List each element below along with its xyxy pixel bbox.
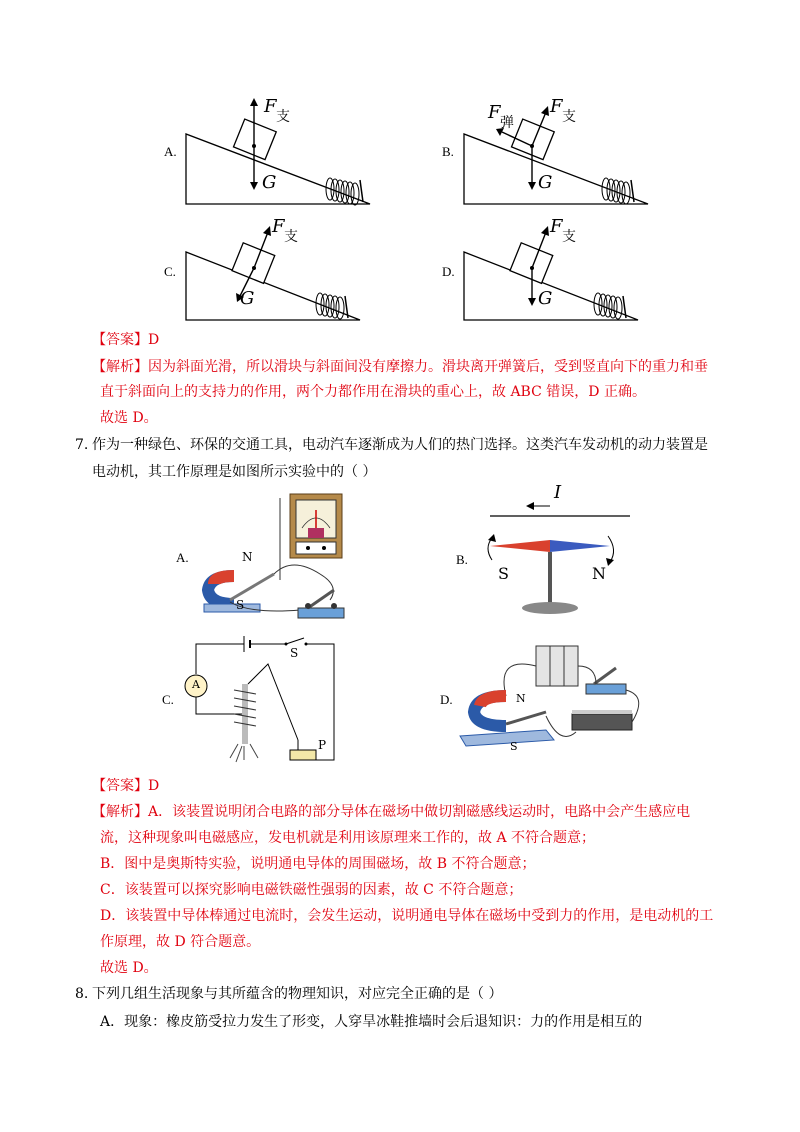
q6-analysis-line1 [92,357,708,377]
answer-tag: 【答案】 [92,778,148,794]
spring [326,178,363,205]
electromagnet-circuit [158,634,358,774]
q8-number: 8. [75,986,89,1002]
q8-stem: 下列几组生活现象与其所蕴含的物理知识，对应完全正确的是（ ） [92,986,503,1002]
q7-figure-c [158,634,358,774]
force-support-subscript: 支 [562,229,576,245]
q7-analysis-d2: 作原理，故 D 符合题意。 [100,934,261,950]
q6-figure-d [438,212,658,327]
incline-diagram [160,212,380,327]
analysis-tag: 【解析】 [92,804,148,820]
q6-analysis-line2: 直于斜面向上的支持力的作用，两个力都作用在滑块的重心上，故 ABC 错误，D 正确。 [100,384,646,400]
gravity-label: G [538,288,553,309]
answer-tag: 【答案】 [92,332,148,348]
slider-label: P [318,738,327,752]
option-label: D. [440,692,453,707]
q6-figure-c [160,212,380,327]
pole-s-label: S [236,598,245,612]
motor-principle-apparatus [436,636,656,776]
option-label: C. [164,264,176,279]
q7-analysis-a1 [92,802,690,822]
q6-conclusion: 故选 D。 [100,410,158,426]
option-label: B. [456,552,468,567]
option-label: C. [162,692,174,707]
q6-figure-b [438,92,658,212]
gravity-label: G [262,172,277,193]
pole-n-label: N [516,692,526,705]
current-label: I [554,482,562,503]
incline-diagram [438,212,658,327]
force-support-label: F [272,216,285,237]
q7-figure-b [450,480,650,630]
option-label: B. [442,144,454,159]
pole-s-label: S [510,740,518,753]
force-support-subscript: 支 [284,229,298,245]
pole-n-label: N [592,564,606,583]
gravity-label: G [538,172,553,193]
answer-value: D [148,778,160,794]
q7-analysis-c: C．该装置可以探究影响电磁铁磁性强弱的因素，故 C 不符合题意； [100,882,523,898]
q7-analysis-a2: 流，这种现象叫电磁感应，发电机就是利用该原理来工作的，故 A 不符合题意； [100,830,596,846]
force-support-subscript: 支 [276,109,290,125]
switch-label: S [290,646,299,660]
q7-figure-d [436,636,656,776]
incline-diagram [438,92,658,212]
q7-analysis-d1: D．该装置中导体棒通过电流时，会发生运动，说明通电导体在磁场中受到力的作用，是电动机的工 [100,908,714,924]
option-label: D. [442,264,455,279]
q7-answer [92,776,159,796]
q7-conclusion: 故选 D。 [100,960,158,976]
q6-answer [92,330,159,350]
analysis-text: 因为斜面光滑，所以滑块与斜面间没有摩擦力。滑块离开弹簧后，受到竖直向下的重力和垂 [148,359,708,375]
ammeter-label: A [192,678,200,691]
analysis-tag: 【解析】 [92,359,148,375]
spring [316,293,348,319]
answer-value: D [148,332,160,348]
spring [594,293,626,319]
electromagnetic-induction-apparatus [170,490,370,630]
analysis-text: A．该装置说明闭合电路的部分导体在磁场中做切割磁感线运动时，电路中会产生感应电 [148,804,691,820]
gravity-label: G [240,288,255,309]
q8-option-a: A．现象：橡皮筋受拉力发生了形变，人穿旱冰鞋推墙时会后退知识：力的作用是相互的 [100,1014,643,1030]
option-label: A. [164,144,177,159]
oersted-experiment [450,480,650,630]
force-support-subscript: 支 [562,109,576,125]
option-label: A. [176,550,189,565]
force-support-label: F [264,96,277,117]
force-support-label: F [550,216,563,237]
q6-figure-a [160,92,380,212]
spring [602,178,634,204]
force-spring-subscript: 弹 [500,115,514,131]
pole-s-label: S [498,564,509,583]
q7-number: 7. [75,437,89,453]
force-spring-label: F [488,102,501,123]
q7-analysis-b: B．图中是奥斯特实验，说明通电导体的周围磁场，故 B 不符合题意； [100,856,536,872]
pole-n-label: N [242,550,253,564]
force-support-label: F [550,96,563,117]
q7-stem-line2: 电动机，其工作原理是如图所示实验中的（ ） [92,464,377,480]
q7-stem-line1: 作为一种绿色、环保的交通工具，电动汽车逐渐成为人们的热门选择。这类汽车发动机的动力装置是 [92,437,708,453]
q7-figure-a [170,490,370,630]
